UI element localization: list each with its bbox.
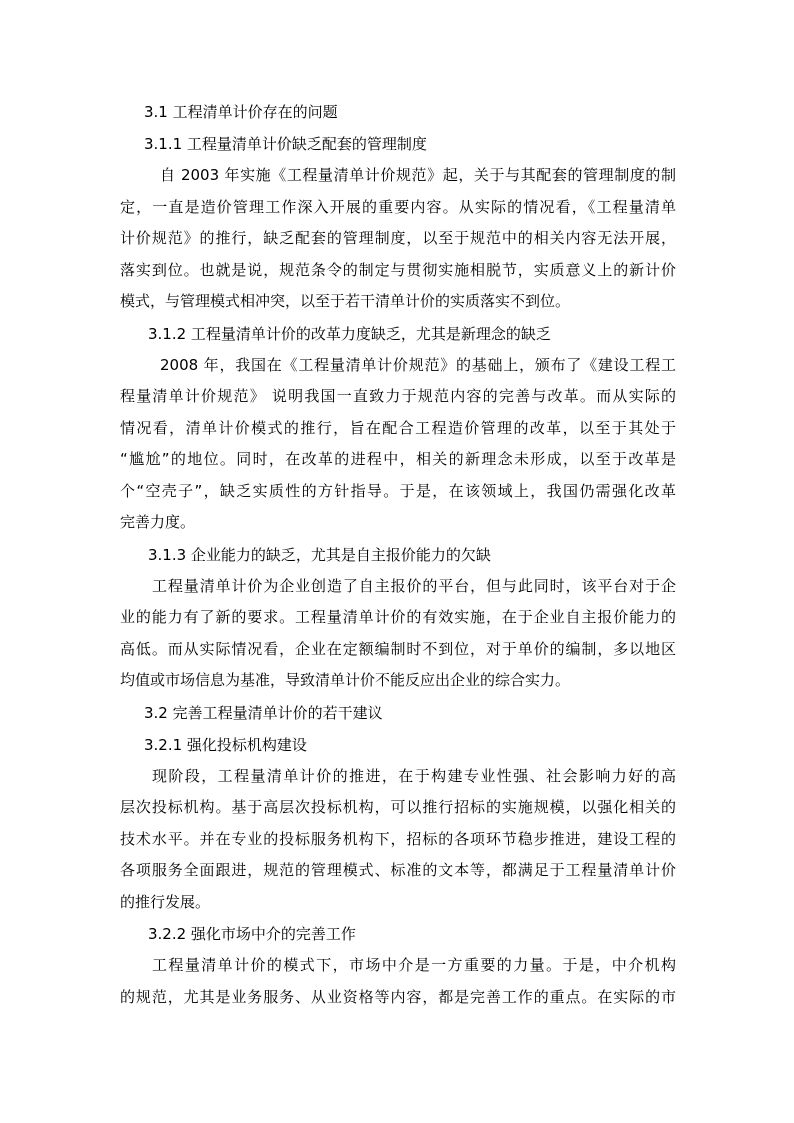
paragraph-line: 工程量清单计价为企业创造了自主报价的平台，但与此同时，该平台对于企 — [152, 576, 676, 595]
paragraph-line: 均值或市场信息为基准，导致清单计价不能反应出企业的综合实力。 — [120, 671, 571, 689]
subsection-heading-3-2-1: 3.2.1 强化投标机构建设 — [144, 735, 307, 754]
subsection-heading-3-1-2: 3.1.2 工程量清单计价的改革力度缺乏，尤其是新理念的缺乏 — [148, 324, 551, 343]
paragraph-line: 情况看，清单计价模式的推行，旨在配合工程造价管理的改革，以至于其处于 — [120, 418, 676, 437]
paragraph-line: 2008 年，我国在《工程量清单计价规范》的基础上，颁布了《建设工程工 — [160, 355, 676, 374]
subsection-heading-3-1-1: 3.1.1 工程量清单计价缺乏配套的管理制度 — [144, 135, 427, 153]
paragraph-3-1-2 — [120, 350, 676, 539]
paragraph-line: 各项服务全面跟进，规范的管理模式、标准的文本等，都满足于工程量清单计价 — [120, 861, 676, 879]
paragraph-line: 模式，与管理模式相冲突，以至于若干清单计价的实质落实不到位。 — [120, 292, 571, 310]
paragraph-line: 现阶段，工程量清单计价的推进，在于构建专业性强、社会影响力好的高 — [152, 766, 676, 785]
paragraph-line: 落实到位。也就是说，规范条令的制定与贯彻实施相脱节，实质意义上的新计价 — [120, 260, 676, 279]
paragraph-line: 层次投标机构。基于高层次投标机构，可以推行招标的实施规模，以强化相关的 — [120, 798, 676, 816]
paragraph-line: “尴尬”的地位。同时，在改革的进程中，相关的新理念未形成，以至于改革是 — [120, 450, 676, 468]
subsection-heading-3-2-2: 3.2.2 强化市场中介的完善工作 — [148, 925, 356, 943]
paragraph-line: 程量清单计价规范》 说明我国一直致力于规范内容的完善与改革。而从实际的 — [120, 387, 676, 405]
paragraph-3-1-1 — [120, 160, 676, 318]
paragraph-line: 的推行发展。 — [120, 892, 211, 911]
paragraph-line: 自 2003 年实施《工程量清单计价规范》起，关于与其配套的管理制度的制 — [160, 166, 676, 184]
paragraph-line: 技术水平。并在专业的投标服务机构下，招标的各项环节稳步推进，建设工程的 — [120, 829, 676, 848]
paragraph-3-2-2 — [120, 950, 676, 1013]
document-body — [120, 96, 676, 1013]
paragraph-3-1-3 — [120, 571, 676, 697]
paragraph-line: 完善力度。 — [120, 513, 196, 531]
section-heading-3-1: 3.1 工程清单计价存在的问题 — [144, 103, 338, 121]
subsection-heading-3-1-3: 3.1.3 企业能力的缺乏，尤其是自主报价能力的欠缺 — [148, 545, 491, 564]
section-heading-3-2: 3.2 完善工程量清单计价的若干建议 — [144, 703, 383, 722]
paragraph-line: 高低。而从实际情况看，企业在定额编制时不到位，对于单价的编制，多以地区 — [120, 639, 676, 658]
paragraph-line: 计价规范》的推行，缺乏配套的管理制度，以至于规范中的相关内容无法开展， — [120, 229, 676, 247]
paragraph-line: 的规范，尤其是业务服务、从业资格等内容，都是完善工作的重点。在实际的市 — [120, 987, 676, 1006]
paragraph-line: 个“空壳子”，缺乏实质性的方针指导。于是，在该领域上，我国仍需强化改革 — [120, 481, 676, 500]
paragraph-line: 工程量清单计价的模式下，市场中介是一方重要的力量。于是，中介机构 — [152, 956, 676, 974]
paragraph-line: 业的能力有了新的要求。工程量清单计价的有效实施，在于企业自主报价能力的 — [120, 608, 676, 626]
paragraph-line: 定，一直是造价管理工作深入开展的重要内容。从实际的情况看，《工程量清单 — [120, 197, 676, 216]
paragraph-3-2-1 — [120, 761, 676, 919]
